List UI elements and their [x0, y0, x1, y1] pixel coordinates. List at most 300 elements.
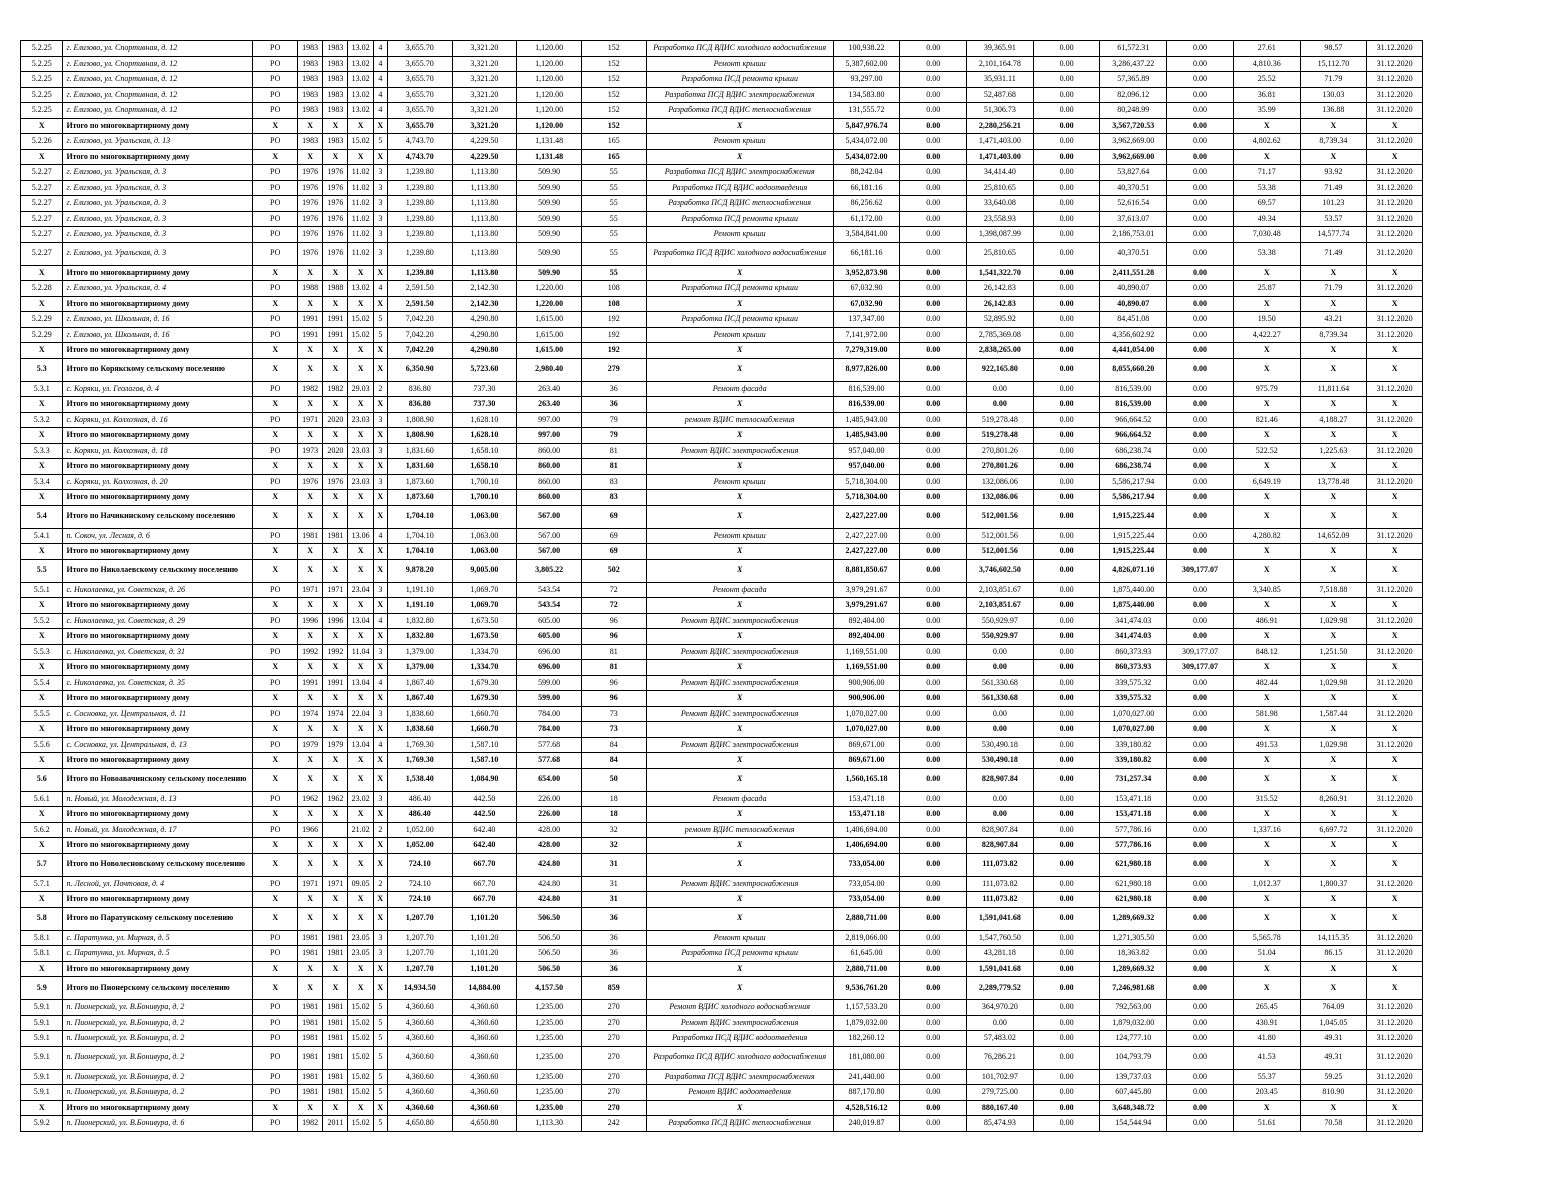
cell-floors: X	[373, 265, 387, 281]
cell-year-built: 1974	[297, 706, 322, 722]
cell-fund-owners: 1,289,669.32	[1100, 961, 1167, 977]
cell-year-reno: X	[323, 977, 348, 1000]
table-row	[21, 281, 1423, 297]
cell-fund-federal: 0.00	[900, 459, 967, 475]
cell-fund-regional: 2,103,851.67	[967, 598, 1034, 614]
cell-work-type: Разработка ПСД ВДИС водоотведения	[646, 1031, 833, 1047]
cell-residents: 81	[581, 459, 646, 475]
cell-limit-per-m2: 11,811.64	[1300, 381, 1367, 397]
cell-floors: 3	[373, 211, 387, 227]
cell-fund-federal: 0.00	[900, 822, 967, 838]
total-row	[21, 397, 1423, 413]
cell-address: Итого по Паратунскому сельскому поселению	[63, 907, 253, 930]
cell-num: X	[21, 343, 63, 359]
cell-address: с. Коряки, ул. Колхозная, д. 18	[63, 443, 253, 459]
cell-fund-federal: 0.00	[900, 312, 967, 328]
cell-fund-other: 309,177.07	[1167, 559, 1234, 582]
cell-cost-per-m2: 265.45	[1233, 1000, 1300, 1016]
cell-total-area: 7,042.20	[387, 312, 452, 328]
cell-wall: 15.02	[348, 1085, 373, 1101]
cell-common-area: 1,235.00	[517, 1000, 582, 1016]
cell-fund-federal: 0.00	[900, 961, 967, 977]
cell-cost-per-m2: 35.99	[1233, 103, 1300, 119]
cell-fund-other: 0.00	[1167, 312, 1234, 328]
cell-wall: X	[348, 118, 373, 134]
cell-residents: 50	[581, 768, 646, 791]
cell-fund-other: 0.00	[1167, 87, 1234, 103]
cell-fund-owners: 80,248.99	[1100, 103, 1167, 119]
cell-residents: 69	[581, 505, 646, 528]
cell-fund-other: 0.00	[1167, 907, 1234, 930]
cell-residents: 32	[581, 822, 646, 838]
cell-living-area: 1,628.10	[452, 428, 517, 444]
cell-residents: 36	[581, 381, 646, 397]
cell-fund-local: 0.00	[1033, 1015, 1100, 1031]
cell-fund-federal: 0.00	[900, 196, 967, 212]
cell-year-reno: X	[323, 459, 348, 475]
cell-address: п. Пионерский, ул. В.Бонивура, д. 2	[63, 1046, 253, 1069]
cell-wall: X	[348, 397, 373, 413]
cell-cost-per-m2: X	[1233, 358, 1300, 381]
cell-total-cost: 61,172.00	[833, 211, 900, 227]
cell-wall: 15.02	[348, 1031, 373, 1047]
cell-fund-federal: 0.00	[900, 838, 967, 854]
cell-address: Итого по Новолесновскому сельскому поселению	[63, 853, 253, 876]
cell-fund-other: 0.00	[1167, 134, 1234, 150]
cell-living-area: 4,229.50	[452, 134, 517, 150]
cell-work-type: X	[646, 544, 833, 560]
cell-limit-per-m2: 130.03	[1300, 87, 1367, 103]
cell-deadline: 31.12.2020	[1367, 196, 1423, 212]
cell-floors: 3	[373, 165, 387, 181]
cell-num: X	[21, 598, 63, 614]
cell-num: 5.3.4	[21, 474, 63, 490]
cell-cost-per-m2: 25.87	[1233, 281, 1300, 297]
cell-year-reno: X	[323, 961, 348, 977]
cell-fund-owners: 61,572.31	[1100, 41, 1167, 57]
cell-num: X	[21, 807, 63, 823]
cell-address: п. Пионерский, ул. В.Бонивура, д. 2	[63, 1085, 253, 1101]
cell-floors: 3	[373, 196, 387, 212]
cell-total-cost: 900,906.00	[833, 691, 900, 707]
cell-limit-per-m2: X	[1300, 343, 1367, 359]
cell-fund-owners: 2,186,753.01	[1100, 227, 1167, 243]
cell-wall: 11.02	[348, 211, 373, 227]
cell-total-cost: 61,645.00	[833, 946, 900, 962]
cell-limit-per-m2: X	[1300, 977, 1367, 1000]
cell-cost-per-m2: 5,565.78	[1233, 930, 1300, 946]
cell-fund-other: 0.00	[1167, 149, 1234, 165]
cell-floors: X	[373, 961, 387, 977]
cell-floors: 3	[373, 180, 387, 196]
cell-deadline: 31.12.2020	[1367, 443, 1423, 459]
cell-total-cost: 182,260.12	[833, 1031, 900, 1047]
cell-fund-owners: 3,567,720.53	[1100, 118, 1167, 134]
cell-residents: 152	[581, 87, 646, 103]
cell-fund-federal: 0.00	[900, 381, 967, 397]
cell-residents: 32	[581, 838, 646, 854]
cell-deadline: X	[1367, 505, 1423, 528]
cell-floors: X	[373, 559, 387, 582]
cell-floors: 4	[373, 528, 387, 544]
cell-num: 5.2.25	[21, 56, 63, 72]
cell-residents: 72	[581, 582, 646, 598]
cell-total-area: 724.10	[387, 892, 452, 908]
cell-floors: X	[373, 629, 387, 645]
cell-total-cost: 733,054.00	[833, 853, 900, 876]
cell-work-type: Ремонт ВДИС водоотведения	[646, 1085, 833, 1101]
cell-limit-per-m2: 810.90	[1300, 1085, 1367, 1101]
cell-address: г. Елизово, ул. Спортивная, д. 12	[63, 41, 253, 57]
cell-category: X	[253, 544, 297, 560]
cell-fund-local: 0.00	[1033, 930, 1100, 946]
cell-cost-per-m2: X	[1233, 598, 1300, 614]
cell-limit-per-m2: X	[1300, 691, 1367, 707]
cell-fund-owners: 621,980.18	[1100, 876, 1167, 892]
cell-category: РО	[253, 791, 297, 807]
cell-total-area: 1,239.80	[387, 180, 452, 196]
cell-residents: 270	[581, 1100, 646, 1116]
cell-fund-owners: 104,793.79	[1100, 1046, 1167, 1069]
cell-total-area: 4,650.80	[387, 1116, 452, 1132]
cell-year-reno: 1976	[323, 242, 348, 265]
cell-address: Итого по многоквартирному дому	[63, 660, 253, 676]
cell-limit-per-m2: X	[1300, 961, 1367, 977]
cell-fund-other: 0.00	[1167, 343, 1234, 359]
cell-common-area: 226.00	[517, 807, 582, 823]
cell-work-type: Разработка ПСД ВДИС электроснабжения	[646, 1069, 833, 1085]
cell-fund-owners: 341,474.03	[1100, 613, 1167, 629]
cell-year-reno: X	[323, 1100, 348, 1116]
cell-total-cost: 733,054.00	[833, 892, 900, 908]
cell-fund-federal: 0.00	[900, 211, 967, 227]
cell-cost-per-m2: 36.81	[1233, 87, 1300, 103]
cell-year-built: 1981	[297, 1069, 322, 1085]
cell-limit-per-m2: X	[1300, 296, 1367, 312]
cell-common-area: 577.68	[517, 737, 582, 753]
cell-work-type: Ремонт крыши	[646, 56, 833, 72]
cell-category: РО	[253, 165, 297, 181]
cell-category: РО	[253, 211, 297, 227]
cell-floors: 5	[373, 1116, 387, 1132]
cell-deadline: 31.12.2020	[1367, 528, 1423, 544]
cell-num: 5.4	[21, 505, 63, 528]
cell-living-area: 1,113.80	[452, 265, 517, 281]
cell-cost-per-m2: 4,280.82	[1233, 528, 1300, 544]
cell-total-cost: 137,347.00	[833, 312, 900, 328]
cell-fund-owners: 1,289,669.32	[1100, 907, 1167, 930]
cell-fund-other: 0.00	[1167, 165, 1234, 181]
cell-fund-regional: 26,142.83	[967, 281, 1034, 297]
cell-floors: 4	[373, 72, 387, 88]
cell-total-area: 1,831.60	[387, 443, 452, 459]
cell-work-type: Ремонт ВДИС электроснабжения	[646, 613, 833, 629]
cell-fund-local: 0.00	[1033, 644, 1100, 660]
cell-wall: 15.02	[348, 1000, 373, 1016]
cell-fund-other: 0.00	[1167, 1031, 1234, 1047]
cell-year-reno: X	[323, 544, 348, 560]
cell-year-reno: X	[323, 505, 348, 528]
cell-cost-per-m2: 41.53	[1233, 1046, 1300, 1069]
cell-residents: 96	[581, 675, 646, 691]
cell-fund-owners: 8,055,660.20	[1100, 358, 1167, 381]
cell-fund-local: 0.00	[1033, 296, 1100, 312]
cell-fund-owners: 124,777.10	[1100, 1031, 1167, 1047]
cell-common-area: 263.40	[517, 381, 582, 397]
cell-year-built: 1983	[297, 56, 322, 72]
cell-deadline: 31.12.2020	[1367, 1085, 1423, 1101]
table-row	[21, 1085, 1423, 1101]
cell-fund-local: 0.00	[1033, 613, 1100, 629]
total-row	[21, 598, 1423, 614]
cell-total-cost: 892,404.00	[833, 629, 900, 645]
cell-common-area: 543.54	[517, 582, 582, 598]
cell-fund-other: 0.00	[1167, 118, 1234, 134]
cell-address: п. Пионерский, ул. В.Бонивура, д. 6	[63, 1116, 253, 1132]
cell-category: X	[253, 490, 297, 506]
cell-year-reno: X	[323, 358, 348, 381]
cell-living-area: 1,063.00	[452, 528, 517, 544]
cell-deadline: 31.12.2020	[1367, 613, 1423, 629]
cell-wall: 11.02	[348, 227, 373, 243]
cell-wall: X	[348, 838, 373, 854]
cell-year-built: 1976	[297, 196, 322, 212]
cell-wall: 23.03	[348, 443, 373, 459]
cell-category: X	[253, 296, 297, 312]
cell-cost-per-m2: X	[1233, 753, 1300, 769]
cell-total-cost: 181,080.00	[833, 1046, 900, 1069]
cell-fund-regional: 85,474.93	[967, 1116, 1034, 1132]
cell-floors: X	[373, 768, 387, 791]
cell-fund-other: 0.00	[1167, 196, 1234, 212]
cell-deadline: X	[1367, 149, 1423, 165]
cell-address: Итого по многоквартирному дому	[63, 490, 253, 506]
cell-limit-per-m2: X	[1300, 807, 1367, 823]
cell-common-area: 506.50	[517, 946, 582, 962]
cell-address: с. Николаевка, ул. Советская, д. 26	[63, 582, 253, 598]
cell-total-cost: 3,952,873.98	[833, 265, 900, 281]
cell-fund-regional: 530,490.18	[967, 753, 1034, 769]
cell-cost-per-m2: 315.52	[1233, 791, 1300, 807]
cell-fund-federal: 0.00	[900, 528, 967, 544]
cell-work-type: ремонт ВДИС теплоснабжения	[646, 412, 833, 428]
cell-common-area: 424.80	[517, 876, 582, 892]
cell-fund-regional: 550,929.97	[967, 613, 1034, 629]
cell-fund-local: 0.00	[1033, 768, 1100, 791]
cell-limit-per-m2: X	[1300, 397, 1367, 413]
cell-address: Итого по многоквартирному дому	[63, 428, 253, 444]
cell-category: РО	[253, 87, 297, 103]
cell-residents: 270	[581, 1085, 646, 1101]
cell-wall: 23.04	[348, 582, 373, 598]
cell-fund-owners: 1,070,027.00	[1100, 722, 1167, 738]
cell-num: X	[21, 459, 63, 475]
cell-deadline: X	[1367, 343, 1423, 359]
cell-address: п. Пионерский, ул. В.Бонивура, д. 2	[63, 1015, 253, 1031]
total-row	[21, 691, 1423, 707]
cell-work-type: X	[646, 961, 833, 977]
cell-year-built: 1976	[297, 211, 322, 227]
cell-year-built: X	[297, 1100, 322, 1116]
cell-living-area: 4,360.60	[452, 1000, 517, 1016]
cell-work-type: Ремонт крыши	[646, 528, 833, 544]
cell-fund-owners: 339,180.82	[1100, 753, 1167, 769]
cell-deadline: 31.12.2020	[1367, 281, 1423, 297]
cell-year-reno: 1981	[323, 1031, 348, 1047]
cell-floors: X	[373, 977, 387, 1000]
cell-category: РО	[253, 1000, 297, 1016]
cell-year-built: 1962	[297, 791, 322, 807]
cell-wall: 15.02	[348, 327, 373, 343]
cell-work-type: Ремонт ВДИС холодного водоснабжения	[646, 1000, 833, 1016]
cell-fund-regional: 550,929.97	[967, 629, 1034, 645]
cell-category: РО	[253, 227, 297, 243]
cell-floors: X	[373, 807, 387, 823]
cell-total-area: 1,239.80	[387, 265, 452, 281]
cell-address: п. Новый, ул. Молодежная, д. 13	[63, 791, 253, 807]
cell-num: 5.2.27	[21, 227, 63, 243]
cell-deadline: X	[1367, 397, 1423, 413]
cell-cost-per-m2: X	[1233, 1100, 1300, 1116]
cell-fund-owners: 154,544.94	[1100, 1116, 1167, 1132]
cell-total-area: 1,191.10	[387, 598, 452, 614]
cell-fund-other: 0.00	[1167, 490, 1234, 506]
cell-common-area: 506.50	[517, 961, 582, 977]
cell-work-type: Ремонт ВДИС электроснабжения	[646, 737, 833, 753]
total-row	[21, 660, 1423, 676]
cell-category: X	[253, 428, 297, 444]
cell-fund-local: 0.00	[1033, 876, 1100, 892]
cell-num: 5.2.27	[21, 180, 63, 196]
cell-year-reno: 1976	[323, 180, 348, 196]
cell-wall: 13.02	[348, 72, 373, 88]
cell-fund-regional: 111,073.82	[967, 853, 1034, 876]
cell-address: п. Лесной, ул. Почтовая, д. 4	[63, 876, 253, 892]
cell-fund-regional: 364,970.20	[967, 1000, 1034, 1016]
cell-total-area: 3,655.70	[387, 87, 452, 103]
cell-limit-per-m2: X	[1300, 358, 1367, 381]
cell-cost-per-m2: 69.57	[1233, 196, 1300, 212]
cell-fund-regional: 2,289,779.52	[967, 977, 1034, 1000]
cell-common-area: 567.00	[517, 528, 582, 544]
cell-fund-owners: 860,373.93	[1100, 644, 1167, 660]
cell-year-reno: 1971	[323, 876, 348, 892]
cell-fund-federal: 0.00	[900, 56, 967, 72]
cell-num: 5.9.1	[21, 1000, 63, 1016]
total-row	[21, 838, 1423, 854]
cell-floors: X	[373, 907, 387, 930]
cell-total-cost: 4,528,516.12	[833, 1100, 900, 1116]
cell-fund-other: 0.00	[1167, 227, 1234, 243]
cell-floors: 5	[373, 1085, 387, 1101]
cell-residents: 270	[581, 1046, 646, 1069]
cell-num: 5.2.27	[21, 242, 63, 265]
cell-residents: 192	[581, 327, 646, 343]
cell-year-reno: X	[323, 907, 348, 930]
cell-num: 5.3.3	[21, 443, 63, 459]
cell-living-area: 737.30	[452, 381, 517, 397]
cell-year-reno: X	[323, 722, 348, 738]
cell-total-cost: 3,584,841.00	[833, 227, 900, 243]
cell-total-area: 4,360.60	[387, 1031, 452, 1047]
cell-year-built: 1966	[297, 822, 322, 838]
cell-work-type: Ремонт ВДИС электроснабжения	[646, 644, 833, 660]
cell-year-reno: 1976	[323, 196, 348, 212]
cell-living-area: 1,101.20	[452, 907, 517, 930]
cell-cost-per-m2: X	[1233, 838, 1300, 854]
cell-year-reno: 1981	[323, 1069, 348, 1085]
cell-num: X	[21, 691, 63, 707]
cell-fund-federal: 0.00	[900, 907, 967, 930]
cell-total-cost: 2,880,711.00	[833, 961, 900, 977]
cell-floors: X	[373, 397, 387, 413]
cell-fund-federal: 0.00	[900, 629, 967, 645]
cell-deadline: 31.12.2020	[1367, 227, 1423, 243]
cell-fund-owners: 40,370.51	[1100, 242, 1167, 265]
cell-year-reno: X	[323, 559, 348, 582]
cell-residents: 152	[581, 118, 646, 134]
cell-wall: X	[348, 559, 373, 582]
cell-floors: X	[373, 598, 387, 614]
cell-limit-per-m2: X	[1300, 149, 1367, 165]
cell-num: X	[21, 838, 63, 854]
cell-limit-per-m2: X	[1300, 1100, 1367, 1116]
table-row	[21, 381, 1423, 397]
cell-deadline: 31.12.2020	[1367, 165, 1423, 181]
cell-fund-federal: 0.00	[900, 722, 967, 738]
cell-total-area: 1,207.70	[387, 961, 452, 977]
cell-fund-federal: 0.00	[900, 296, 967, 312]
cell-category: РО	[253, 72, 297, 88]
cell-total-cost: 957,040.00	[833, 443, 900, 459]
cell-year-reno: 1991	[323, 312, 348, 328]
table-row	[21, 876, 1423, 892]
cell-fund-regional: 1,591,041.68	[967, 907, 1034, 930]
cell-num: X	[21, 1100, 63, 1116]
cell-common-area: 1,131.48	[517, 134, 582, 150]
cell-fund-local: 0.00	[1033, 41, 1100, 57]
cell-common-area: 1,615.00	[517, 327, 582, 343]
cell-living-area: 1,113.80	[452, 227, 517, 243]
cell-total-cost: 1,070,027.00	[833, 722, 900, 738]
cell-common-area: 509.90	[517, 165, 582, 181]
cell-fund-regional: 2,101,164.78	[967, 56, 1034, 72]
cell-num: X	[21, 118, 63, 134]
cell-fund-local: 0.00	[1033, 72, 1100, 88]
cell-deadline: X	[1367, 358, 1423, 381]
cell-fund-local: 0.00	[1033, 227, 1100, 243]
cell-address: г. Елизово, ул. Уральская, д. 3	[63, 227, 253, 243]
cell-fund-other: 0.00	[1167, 838, 1234, 854]
cell-work-type: X	[646, 559, 833, 582]
table-row	[21, 706, 1423, 722]
cell-limit-per-m2: 7,518.88	[1300, 582, 1367, 598]
cell-fund-local: 0.00	[1033, 1116, 1100, 1132]
cell-category: X	[253, 149, 297, 165]
cell-living-area: 1,658.10	[452, 443, 517, 459]
cell-fund-local: 0.00	[1033, 149, 1100, 165]
cell-fund-owners: 686,238.74	[1100, 443, 1167, 459]
cell-total-cost: 240,019.87	[833, 1116, 900, 1132]
cell-fund-regional: 2,280,256.21	[967, 118, 1034, 134]
cell-wall: 09.05	[348, 876, 373, 892]
cell-wall: 13.04	[348, 613, 373, 629]
cell-year-built: 1983	[297, 134, 322, 150]
cell-fund-owners: 3,962,669.00	[1100, 134, 1167, 150]
cell-fund-other: 0.00	[1167, 428, 1234, 444]
cell-num: 5.9	[21, 977, 63, 1000]
cell-fund-federal: 0.00	[900, 946, 967, 962]
